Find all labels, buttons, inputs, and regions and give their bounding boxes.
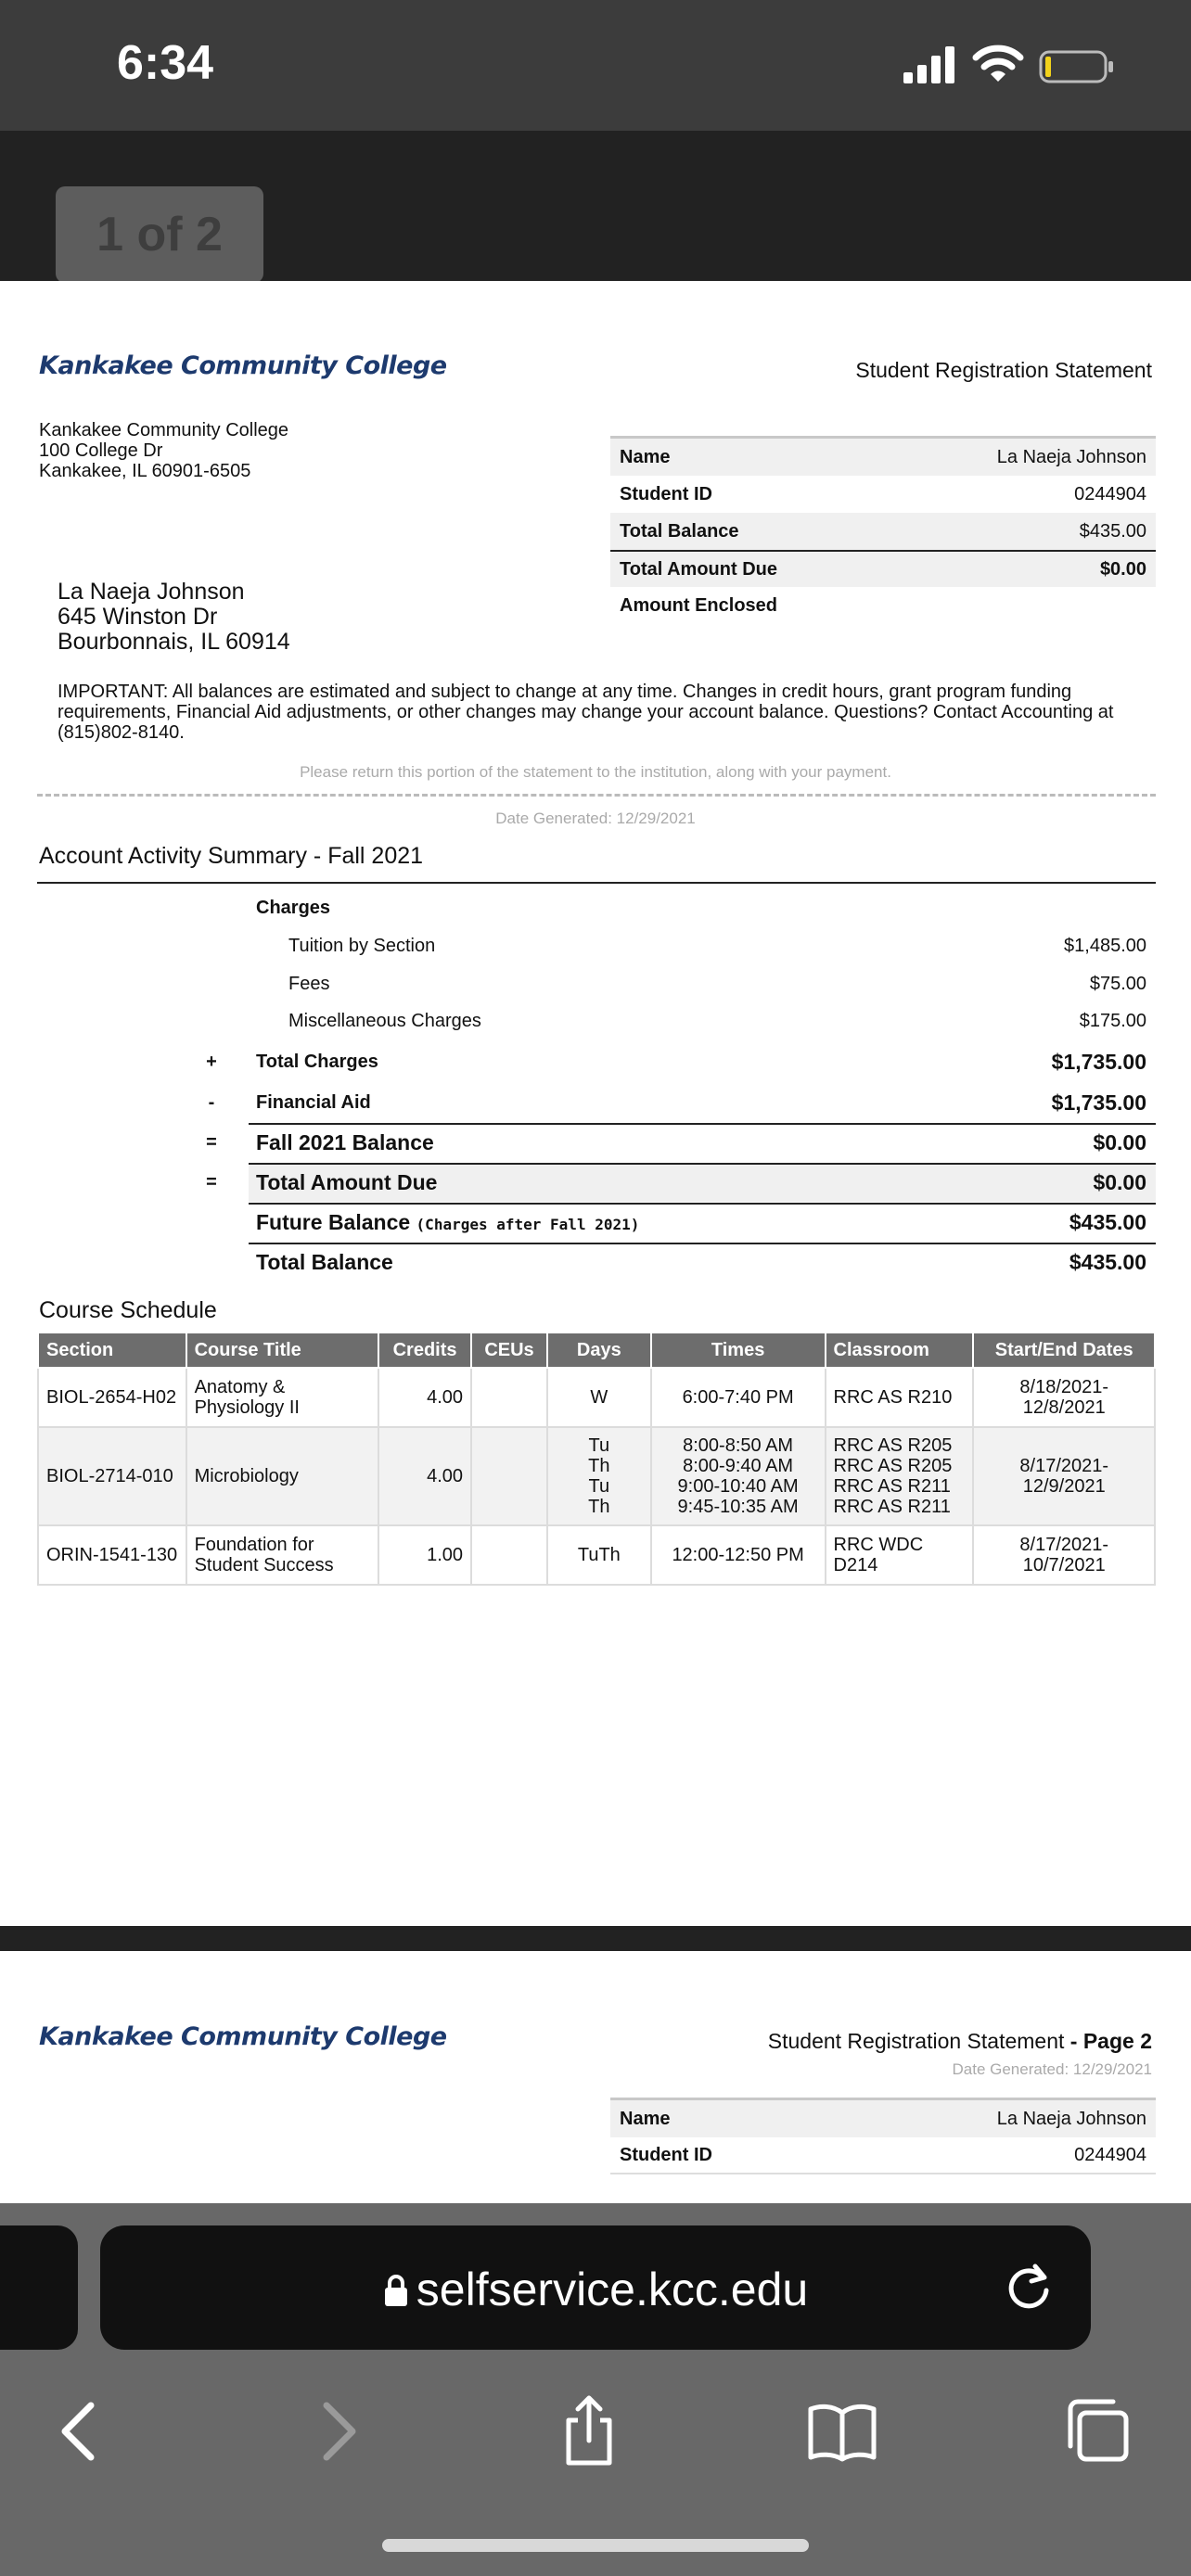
section-cell: BIOL-2714-010	[38, 1427, 186, 1525]
section-cell: BIOL-2654-H02	[38, 1368, 186, 1427]
room: RRC AS R205	[833, 1456, 953, 1476]
info-label: Total Amount Due	[620, 558, 777, 580]
summary-label: Total Amount Due	[256, 1170, 438, 1194]
info-label: Student ID	[620, 483, 712, 504]
table-row	[38, 1427, 1155, 1525]
day: W	[590, 1387, 608, 1408]
info-label: Name	[620, 446, 671, 467]
info-row-student-id	[610, 476, 1156, 513]
info-row-total-balance	[610, 513, 1156, 550]
schedule-title: Course Schedule	[39, 1297, 217, 1323]
info-value: $435.00	[1079, 520, 1146, 542]
mailing-line: Bourbonnais, IL 60914	[58, 629, 290, 655]
browser-toolbar	[0, 2203, 1191, 2576]
info-value: La Naeja Johnson	[996, 446, 1146, 467]
statement-title: Student Registration Statement	[855, 358, 1152, 382]
summary-symbol: =	[206, 1132, 217, 1153]
column-header: Classroom	[826, 1333, 974, 1368]
mailing-address	[58, 580, 290, 655]
summary-symbol: +	[206, 1052, 217, 1072]
day: Tu	[588, 1476, 610, 1497]
classroom-cell	[826, 1368, 974, 1427]
future-balance-label: Future Balance	[256, 1210, 411, 1234]
mailing-line: 645 Winston Dr	[58, 604, 218, 630]
day: TuTh	[577, 1545, 621, 1565]
info-value: La Naeja Johnson	[996, 2108, 1146, 2129]
summary-value: $1,485.00	[1064, 936, 1146, 956]
info-value: $0.00	[1099, 558, 1146, 580]
summary-value: $1,735.00	[1051, 1050, 1146, 1074]
room: RRC AS R210	[833, 1387, 953, 1408]
section-cell: ORIN-1541-130	[38, 1525, 186, 1585]
summary-label: Tuition by Section	[288, 936, 436, 956]
room: RRC AS R205	[833, 1435, 953, 1456]
course-title-cell: Foundation for Student Success	[186, 1525, 379, 1585]
address-line: Kankakee, IL 60901-6505	[39, 461, 251, 481]
mailing-line: La Naeja Johnson	[58, 579, 245, 605]
status-time: 6:34	[117, 36, 214, 90]
table-row	[38, 1525, 1155, 1585]
summary-row-financial-aid	[0, 1083, 1191, 1122]
column-header: Credits	[378, 1333, 471, 1368]
statement-page-1	[0, 281, 1191, 1926]
return-note: Please return this portion of the statement to the institution, along with your payment.	[300, 763, 891, 781]
time: 8:00-9:40 AM	[683, 1456, 794, 1476]
date-generated: Date Generated: 12/29/2021	[495, 810, 696, 827]
time: 9:00-10:40 AM	[677, 1476, 799, 1497]
info-row-amount-enclosed	[610, 587, 1156, 624]
summary-row-fall-balance	[0, 1123, 1191, 1162]
credits-cell: 1.00	[378, 1525, 471, 1585]
times-cell	[651, 1525, 826, 1585]
info-value: 0244904	[1074, 2144, 1146, 2165]
tear-line	[37, 794, 1156, 797]
room: RRC AS R211	[833, 1497, 951, 1517]
college-address	[39, 420, 288, 481]
days-cell	[547, 1427, 651, 1525]
address-line: Kankakee Community College	[39, 420, 289, 440]
previous-tab-peek[interactable]	[0, 2225, 78, 2350]
signal-icon	[902, 45, 957, 85]
days-cell	[547, 1368, 651, 1427]
page-divider	[0, 1926, 1191, 1951]
statement-title-text: Student Registration Statement	[767, 2029, 1065, 2053]
lock-icon	[383, 2274, 409, 2307]
ceus-cell	[471, 1525, 547, 1585]
share-icon[interactable]	[550, 2392, 628, 2470]
room: RRC WDC D214	[833, 1535, 924, 1575]
summary-label: Fees	[288, 974, 330, 994]
wifi-icon	[972, 43, 1024, 85]
url-display[interactable]	[100, 2263, 1091, 2316]
classroom-cell	[826, 1525, 974, 1585]
future-balance-note: (Charges after Fall 2021)	[416, 1216, 640, 1233]
forward-icon[interactable]	[299, 2392, 377, 2470]
summary-row-tuition	[0, 926, 1191, 965]
course-title-cell: Microbiology	[186, 1427, 379, 1525]
summary-label: Total Balance	[256, 1250, 393, 1274]
summary-row-misc	[0, 1001, 1191, 1040]
classroom-cell	[826, 1427, 974, 1525]
summary-label: Total Charges	[256, 1052, 378, 1072]
ceus-cell	[471, 1368, 547, 1427]
address-bar[interactable]	[100, 2225, 1091, 2350]
course-schedule-table	[37, 1332, 1156, 1586]
times-cell	[651, 1368, 826, 1427]
time: 12:00-12:50 PM	[672, 1545, 804, 1565]
day: Th	[588, 1456, 610, 1476]
college-logo: Kankakee Community College	[39, 351, 447, 380]
college-logo: Kankakee Community College	[39, 2022, 447, 2051]
ceus-cell	[471, 1427, 547, 1525]
dates-cell: 8/17/2021-12/9/2021	[973, 1427, 1155, 1525]
summary-value: $0.00	[1093, 1170, 1146, 1194]
summary-symbol: -	[208, 1092, 215, 1113]
time: 8:00-8:50 AM	[683, 1435, 794, 1456]
times-cell	[651, 1427, 826, 1525]
page-indicator: 1 of 2	[56, 186, 263, 283]
credits-cell: 4.00	[378, 1368, 471, 1427]
info-row-student-id	[610, 2137, 1156, 2174]
summary-label	[256, 1210, 639, 1235]
summary-label: Fall 2021 Balance	[256, 1130, 434, 1154]
student-info-table	[610, 436, 1156, 624]
room: RRC AS R211	[833, 1476, 951, 1497]
column-header: Days	[547, 1333, 651, 1368]
table-row	[38, 1368, 1155, 1427]
info-row-total-amount-due	[610, 550, 1156, 587]
statement-title	[768, 2029, 1152, 2054]
summary-symbol: =	[206, 1172, 217, 1192]
summary-title: Account Activity Summary - Fall 2021	[39, 843, 424, 869]
reload-icon[interactable]	[1002, 2261, 1056, 2315]
column-header: Course Title	[186, 1333, 379, 1368]
column-header: Start/End Dates	[973, 1333, 1155, 1368]
bookmarks-icon[interactable]	[803, 2392, 881, 2470]
day: Th	[588, 1497, 610, 1517]
summary-value: $435.00	[1069, 1250, 1146, 1274]
info-row-name	[610, 2100, 1156, 2137]
important-notice: IMPORTANT: All balances are estimated and subject to change at any time. Changes in credit hours, grant program funding requirements, Financial Aid adjustments, or other changes may change your account balance. Questions? Contact Accounting at (815)802-8140.	[58, 682, 1114, 743]
info-label: Total Balance	[620, 520, 739, 542]
url-text: selfservice.kcc.edu	[416, 2264, 809, 2315]
summary-row-total-charges	[0, 1042, 1191, 1081]
summary-label: Financial Aid	[256, 1092, 371, 1113]
page-label: - Page 2	[1064, 2029, 1152, 2053]
column-header: CEUs	[471, 1333, 547, 1368]
dates-cell: 8/18/2021-12/8/2021	[973, 1368, 1155, 1427]
summary-row-future-balance	[0, 1203, 1191, 1242]
time: 6:00-7:40 PM	[682, 1387, 794, 1408]
summary-rule	[37, 882, 1156, 884]
summary-row-fees	[0, 964, 1191, 1003]
student-info-table	[610, 2098, 1156, 2174]
schedule-header-row	[38, 1333, 1155, 1368]
day: Tu	[588, 1435, 610, 1456]
summary-value: $1,735.00	[1051, 1090, 1146, 1115]
summary-row-total-due	[0, 1163, 1191, 1202]
days-cell	[547, 1525, 651, 1585]
status-bar	[0, 0, 1191, 131]
summary-label: Miscellaneous Charges	[288, 1011, 481, 1031]
summary-value: $435.00	[1069, 1210, 1146, 1234]
credits-cell: 4.00	[378, 1427, 471, 1525]
info-label: Name	[620, 2108, 671, 2129]
pdf-viewer-header	[0, 131, 1191, 281]
time: 9:45-10:35 AM	[677, 1497, 799, 1517]
summary-label: Charges	[256, 898, 331, 918]
battery-icon	[1039, 50, 1115, 83]
home-indicator[interactable]	[382, 2539, 809, 2552]
column-header: Times	[651, 1333, 826, 1368]
tabs-icon[interactable]	[1057, 2392, 1135, 2470]
info-row-name	[610, 439, 1156, 476]
summary-charges-header	[0, 888, 1191, 927]
date-generated: Date Generated: 12/29/2021	[952, 2060, 1152, 2078]
back-icon[interactable]	[41, 2392, 119, 2470]
summary-value: $0.00	[1093, 1130, 1146, 1154]
summary-row-total-balance	[0, 1243, 1191, 1282]
info-label: Amount Enclosed	[620, 594, 778, 616]
info-value: 0244904	[1074, 483, 1146, 504]
summary-value: $75.00	[1089, 974, 1146, 994]
dates-cell: 8/17/2021-10/7/2021	[973, 1525, 1155, 1585]
course-title-cell: Anatomy & Physiology II	[186, 1368, 379, 1427]
statement-page-2	[0, 1951, 1191, 2203]
column-header: Section	[38, 1333, 186, 1368]
info-label: Student ID	[620, 2144, 712, 2165]
summary-value: $175.00	[1079, 1011, 1146, 1031]
address-line: 100 College Dr	[39, 440, 163, 461]
